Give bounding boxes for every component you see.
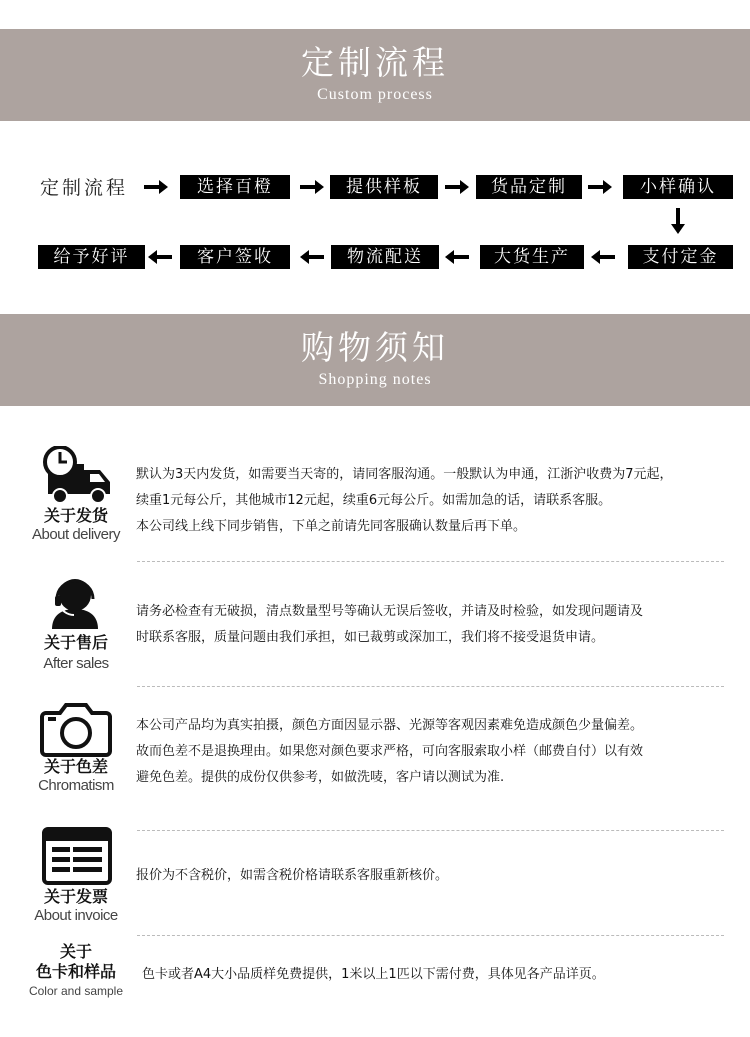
note-line: 故而色差不是退换理由。如果您对颜色要求严格，可向客服索取小样（邮费自付）以有效 xyxy=(136,744,644,759)
flow-step-select: 选择百橙 xyxy=(180,175,290,199)
note-chromatism-title: 关于色差 xyxy=(43,757,108,776)
note-invoice-subtitle: About invoice xyxy=(34,907,118,924)
note-line: 时联系客服，质量问题由我们承担，如已裁剪或深加工，我们将不接受退货申请。 xyxy=(136,630,605,645)
note-line: 本公司线上线下同步销售，下单之前请先同客服确认数量后再下单。 xyxy=(136,519,527,534)
shopping-notes-banner xyxy=(0,314,750,406)
customer-service-icon xyxy=(46,577,104,629)
flow-step-good-review: 给予好评 xyxy=(38,245,145,269)
note-line: 报价为不含税价，如需含税价格请联系客服重新核价。 xyxy=(136,868,449,883)
flow-step-deposit: 支付定金 xyxy=(628,245,733,269)
note-delivery-text xyxy=(136,462,736,540)
flow-step-sample-confirm: 小样确认 xyxy=(623,175,733,199)
note-line: 色卡或者A4大小品质样免费提供，1米以上1匹以下需付费，具体见各产品详页。 xyxy=(142,967,605,982)
shopping-notes-subtitle: Shopping notes xyxy=(318,371,432,388)
note-chromatism-subtitle: Chromatism xyxy=(38,777,114,794)
note-line: 默认为3天内发货，如需要当天寄的，请同客服沟通。一般默认为申通，江浙沪收费为7元起， xyxy=(136,467,673,482)
note-delivery-title: 关于发货 xyxy=(43,506,108,525)
camera-icon xyxy=(40,701,112,757)
flow-label: 定制流程 xyxy=(40,177,129,199)
arrow-right-icon xyxy=(144,180,168,194)
arrow-left-icon xyxy=(591,250,615,264)
note-line: 请务必检查有无破损，清点数量型号等确认无误后签收，并请及时检验，如发现问题请及 xyxy=(136,604,644,619)
arrow-down-icon xyxy=(671,208,685,234)
note-delivery-subtitle: About delivery xyxy=(31,526,121,543)
flow-step-logistics: 物流配送 xyxy=(331,245,439,269)
arrow-right-icon xyxy=(300,180,324,194)
arrow-left-icon xyxy=(300,250,324,264)
note-after-sales-text xyxy=(136,599,736,651)
custom-process-banner xyxy=(0,29,750,121)
flow-step-mass-production: 大货生产 xyxy=(480,245,584,269)
note-line: 本公司产品均为真实拍摄，颜色方面因显示器、光源等客观因素难免造成颜色少量偏差。 xyxy=(136,718,644,733)
note-color-sample-text xyxy=(142,962,742,988)
delivery-truck-icon xyxy=(40,446,112,504)
arrow-left-icon xyxy=(445,250,469,264)
note-after-sales xyxy=(0,575,750,685)
note-color-sample-title-2: 色卡和样品 xyxy=(35,962,116,981)
flow-step-sample-board: 提供样板 xyxy=(330,175,438,199)
arrow-left-icon xyxy=(148,250,172,264)
custom-process-title: 定制流程 xyxy=(301,43,449,82)
arrow-right-icon xyxy=(445,180,469,194)
note-invoice-title: 关于发票 xyxy=(43,887,108,906)
custom-process-subtitle: Custom process xyxy=(317,86,433,103)
divider xyxy=(137,935,724,936)
note-after-sales-title: 关于售后 xyxy=(43,633,108,652)
note-chromatism-text xyxy=(136,713,736,791)
flow-step-customer-sign: 客户签收 xyxy=(180,245,290,269)
divider xyxy=(137,561,724,562)
note-delivery xyxy=(0,440,750,560)
note-chromatism xyxy=(0,695,750,825)
note-line: 避免色差。提供的成份仅供参考，如做洗唛，客户请以测试为准. xyxy=(136,770,505,785)
note-color-sample-subtitle: Color and sample xyxy=(28,984,124,998)
note-invoice xyxy=(0,825,750,935)
invoice-icon xyxy=(42,827,112,885)
note-color-sample-title-1: 关于 xyxy=(59,942,92,961)
arrow-right-icon xyxy=(588,180,612,194)
note-line: 续重1元每公斤，其他城市12元起，续重6元每公斤。如需加急的话，请联系客服。 xyxy=(136,493,612,508)
note-after-sales-subtitle: After sales xyxy=(43,655,109,672)
note-invoice-text xyxy=(136,863,736,889)
divider xyxy=(137,686,724,687)
flow-step-customize: 货品定制 xyxy=(476,175,582,199)
note-color-sample xyxy=(0,940,750,1020)
shopping-notes-title: 购物须知 xyxy=(301,328,449,367)
